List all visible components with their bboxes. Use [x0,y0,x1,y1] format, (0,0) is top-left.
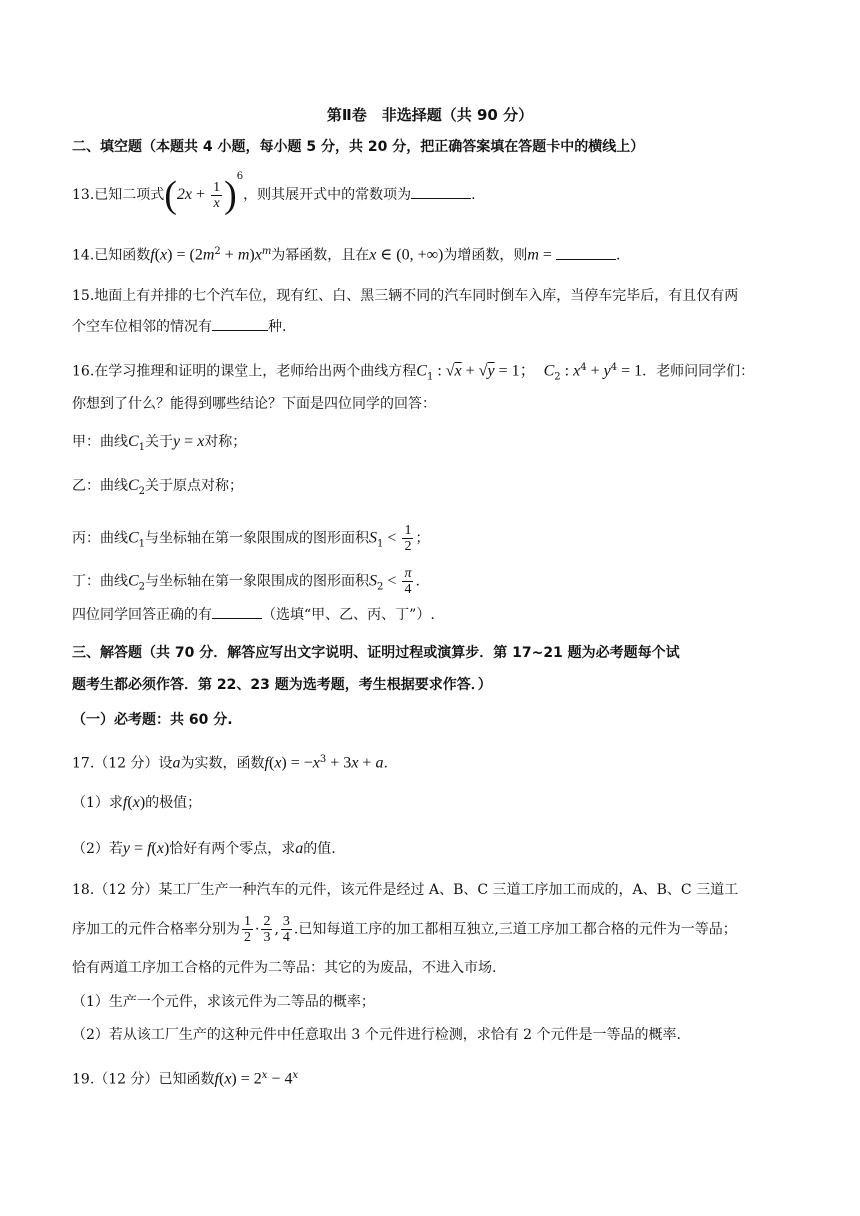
question-19: 19.（12 分）已知函数$f(x) = 2^x - 4^x$ [72,1070,299,1088]
question-17-part-1: （1）求f(x)的极值； [72,794,202,811]
question-18-part-1: （1）生产一个元件，求该元件为二等品的概率； [72,994,375,1010]
question-14: 14.已知函数$f(x) = (2m^2 + m)x^m$为幂函数，且在x ∈ (0, +∞)为增函数，则m = . [72,246,621,264]
section-3-heading-line-2: 题考生都必须作答．第 22、23 题为选考题，考生根据要求作答．） [72,677,492,693]
page-title: 第Ⅱ卷 非选择题（共 90 分） [326,106,534,124]
answer-yi: 乙：曲线$C_2$关于原点对称； [72,477,244,497]
question-17-part-2: （2）若y = f(x)恰好有两个零点，求a的值. [72,840,336,857]
question-15-line-1: 15.地面上有并排的七个汽车位，现有红、白、黑三辆不同的汽车同时倒车入库，当停车完毕后，有且仅有两 [72,288,739,304]
question-16-line-1: 16.在学习推理和证明的课堂上，老师给出两个曲线方程$C_1$ : √x + √y = 1； $C_2$ : $x^4 + y^4 = 1$．老师问同学们： [72,362,755,383]
question-15-line-2: 个空车位相邻的情况有 种. [72,316,800,337]
question-13: 13.已知二项式(2x + $\frac{1}{x}$ )$^6$，则其展开式中的常数项为 . [72,171,476,216]
question-18-part-2: （2）若从该工厂生产的这种元件中任意取出 3 个元件进行检测，求恰有 2 个元件是一等品的概率. [72,1027,681,1043]
answer-jia: 甲：曲线$C_1$关于y = x对称； [72,433,247,453]
question-18-line-1: 18.（12 分）某工厂生产一种汽车的元件，该元件是经过 A、B、C 三道工序加工而成的，A、B、C 三道工 [72,882,739,898]
question-16-line-2: 你想到了什么？能得到哪些结论？下面是四位同学的回答： [72,396,436,412]
question-17: 17.（12 分）设a为实数，函数$f(x) = -x^3 + 3x + a$. [72,754,388,772]
section-3-heading-line-1: 三、解答题（共 70 分．解答应写出文字说明、证明过程或演算步．第 17~21 题为必考题每个试 [72,645,680,661]
question-18-line-2: 序加工的元件合格率分别为 $\frac{1}{2}$ · $\frac{2}{3}$ , $\frac{3}{4}$ .已知每道工序的加工都相互独立,三道工序加工都合格的元件为一等品； [72,914,737,945]
question-18-line-3: 恰有两道工序加工合格的元件为二等品：其它的为废品，不进入市场. [72,960,497,976]
question-16-answer-line: 四位同学回答正确的有 （选填“甲、乙、丙、丁”）. [72,604,800,625]
answer-ding: 丁：曲线$C_2$与坐标轴在第一象限围成的图形面积$S_2$ < $\frac{\pi}{4}$ . [72,566,420,597]
section-3-subheading: （一）必考题：共 60 分. [72,712,233,728]
answer-bing: 丙：曲线$C_1$与坐标轴在第一象限围成的图形面积$S_1$ < $\frac{1}{2}$ ； [72,523,430,554]
section-2-heading: 二、填空题（本题共 4 小题，每小题 5 分，共 20 分，把正确答案填在答题卡中的横线上） [72,139,645,155]
